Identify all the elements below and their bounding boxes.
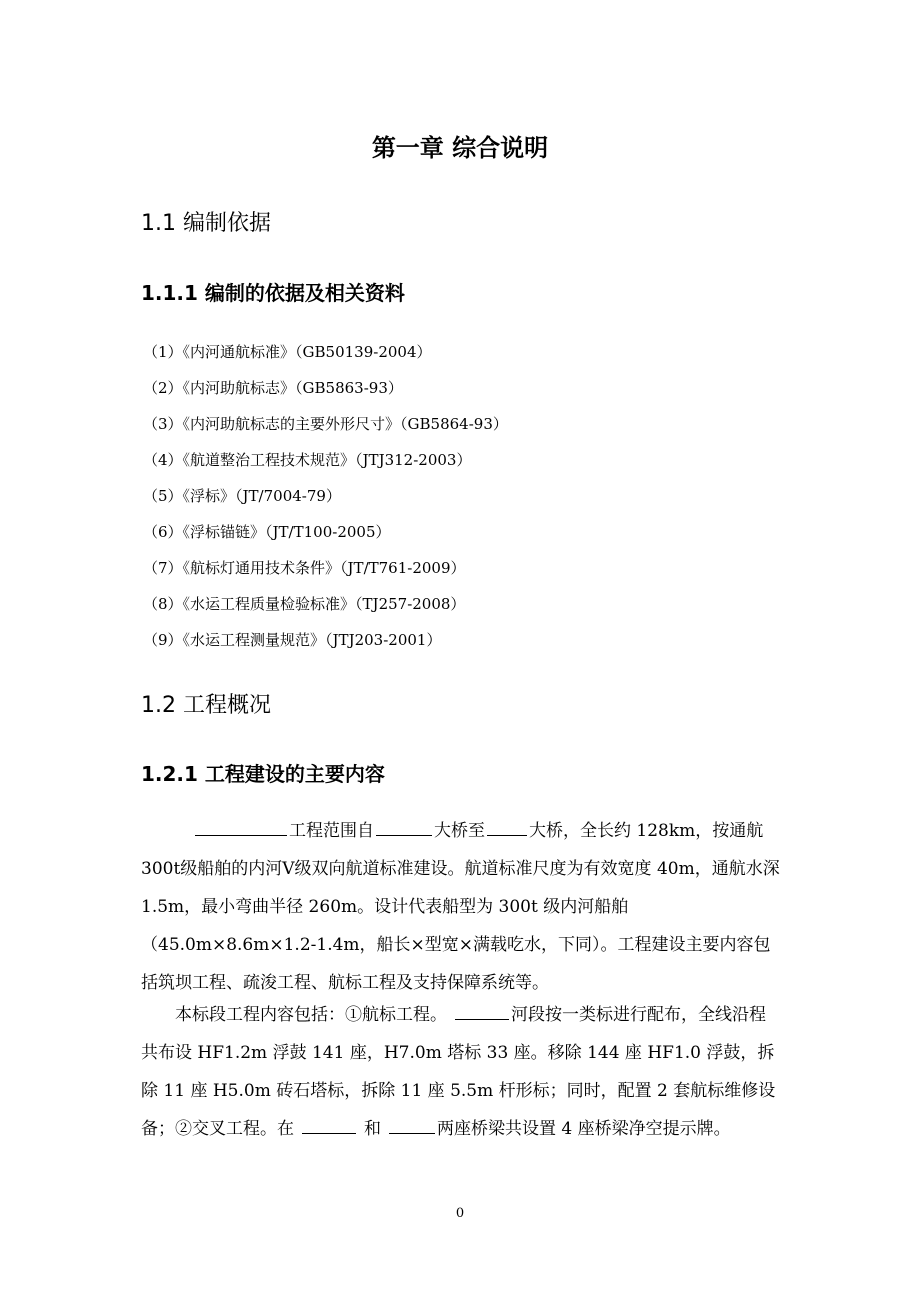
reference-item: （3）《内河助航标志的主要外形尺寸》（GB5864-93）: [143, 415, 508, 433]
section-heading-1-2-1: 1.2.1 工程建设的主要内容: [141, 762, 385, 786]
fill-in-blank: [302, 1115, 356, 1134]
reference-item: （6）《浮标锚链》（JT/T100-2005）: [143, 523, 391, 541]
fill-in-blank: [455, 1001, 509, 1020]
section-heading-1-1: 1.1 编制依据: [141, 211, 271, 236]
reference-list: [143, 339, 508, 663]
chapter-title: 第一章 综合说明: [371, 134, 549, 162]
fill-in-blank: [389, 1115, 435, 1134]
reference-item: （8）《水运工程质量检验标准》（TJ257-2008）: [143, 595, 466, 613]
project-scope-paragraph: 工程范围自 大桥至 大桥，全长约 128km，按通航 300t级船舶的内河Ⅴ级双向航道标准建设。航道标准尺度为有效宽度 40m，通航水深 1.5m，最小弯曲半径 260m。设计代表船型为 300t 级内河船舶（45.0m×8.6m×1.2-1.4m，船长×型宽×满载吃水，下同）。工程建设主要内容包括筑坝工程、疏浚工程、航标工程及支持保障系统等。: [141, 812, 781, 1002]
section-heading-1-1-1: 1.1.1 编制的依据及相关资料: [141, 281, 405, 305]
reference-item: （4）《航道整治工程技术规范》（JTJ312-2003）: [143, 451, 472, 469]
reference-item: （2）《内河助航标志》（GB5863-93）: [143, 379, 403, 397]
reference-item: （1）《内河通航标准》（GB50139-2004）: [143, 343, 432, 361]
section-heading-1-2: 1.2 工程概况: [141, 693, 271, 718]
reference-item: （7）《航标灯通用技术条件》（JT/T761-2009）: [143, 559, 466, 577]
fill-in-blank: [487, 817, 527, 836]
page-number: 0: [455, 1206, 465, 1221]
fill-in-blank: [195, 817, 287, 836]
reference-item: （9）《水运工程测量规范》（JTJ203-2001）: [143, 631, 442, 649]
bid-section-paragraph: 本标段工程内容包括：①航标工程。 河段按一类标进行配布，全线沿程共布设 HF1.2m 浮鼓 141 座，H7.0m 塔标 33 座。移除 144 座 HF1.0 浮鼓，拆除 11 座 H5.0m 砖石塔标，拆除 11 座 5.5m 杆形标；同时，配置 2 套航标维修设备；②交叉工程。在 和 两座桥梁共设置 4 座桥梁净空提示牌。: [141, 996, 781, 1148]
reference-item: （5）《浮标》（JT/7004-79）: [143, 487, 341, 505]
fill-in-blank: [376, 817, 432, 836]
